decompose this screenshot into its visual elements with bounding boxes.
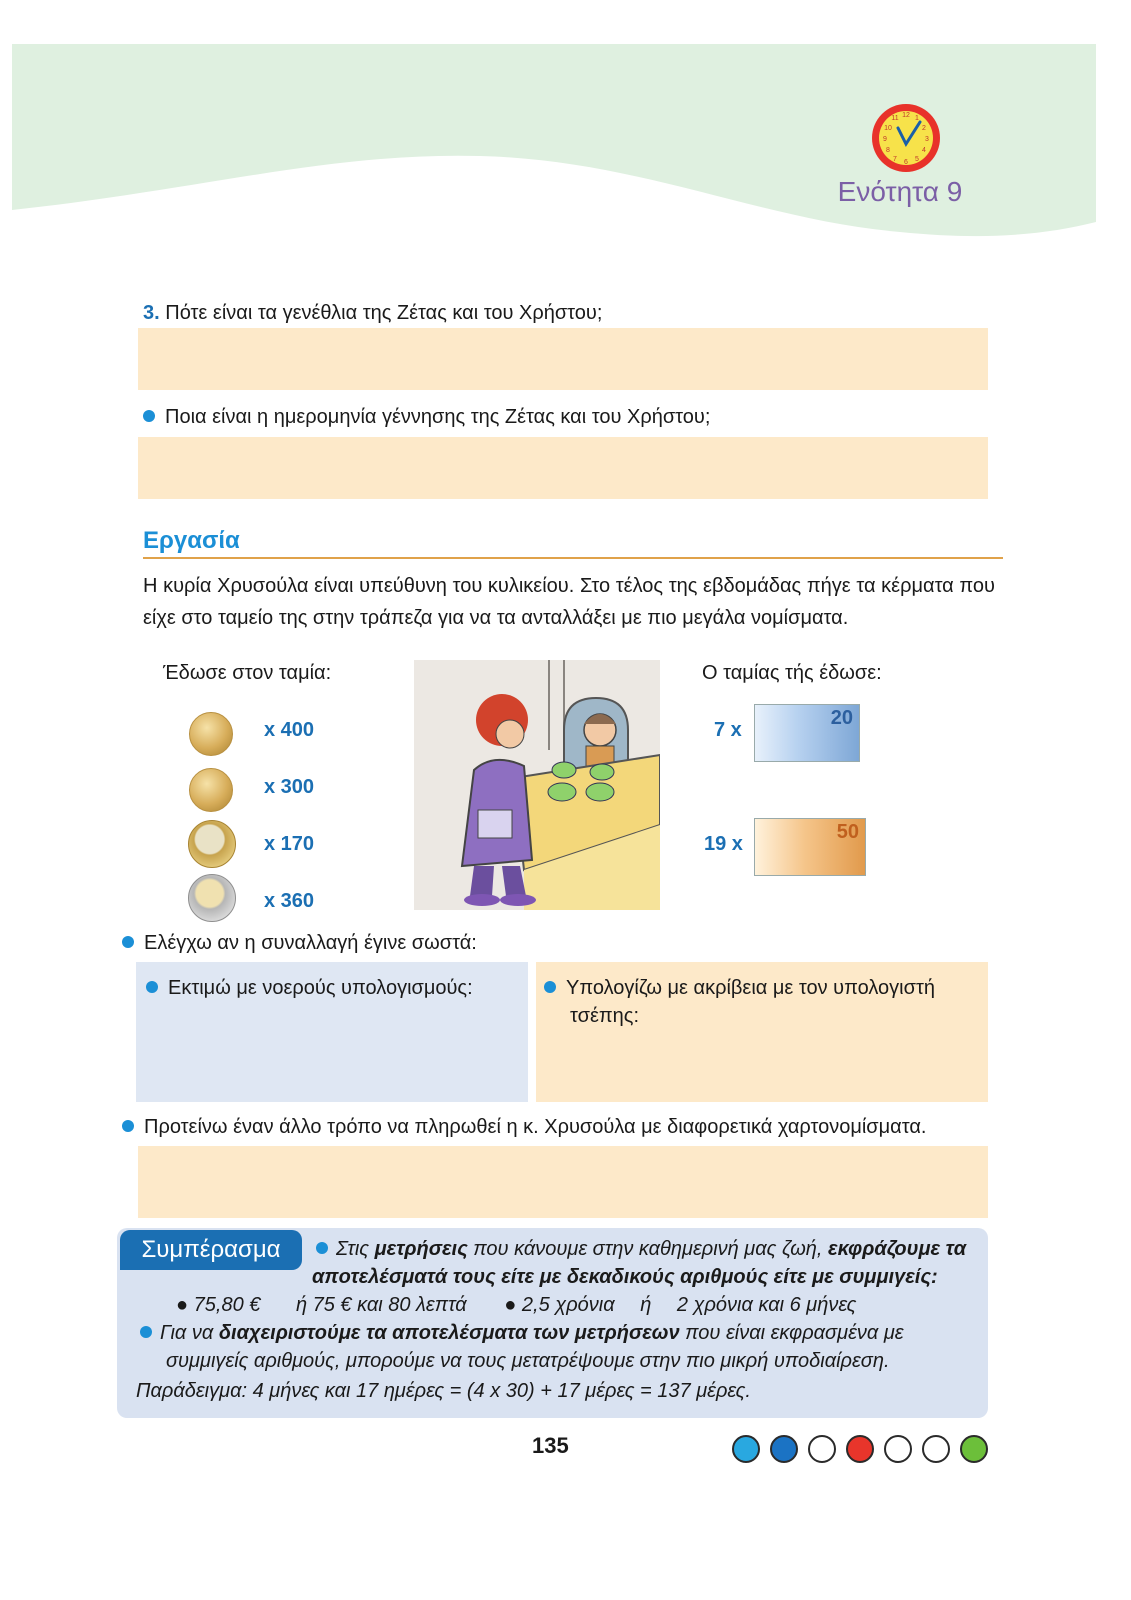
conclusion-line-5 (166, 1350, 890, 1373)
svg-text:7: 7 (893, 156, 897, 163)
note-count: 7 x (714, 719, 742, 741)
propose-line-text: Προτείνω έναν άλλο τρόπο να πληρωθεί η κ. Χρυσούλα με διαφορετικά χαρτονομίσματα. (144, 1116, 927, 1138)
svg-text:4: 4 (922, 147, 926, 154)
note-value: 50 (836, 821, 859, 843)
small-bullet-icon: ● (504, 1294, 517, 1316)
text-span-bold: διαχειριστούμε τα αποτελέσματα των μετρήσεων (218, 1322, 680, 1344)
color-dot (846, 1435, 874, 1463)
check-line (122, 932, 477, 955)
sub-question (143, 406, 710, 429)
task-paragraph: Η κυρία Χρυσούλα είναι υπεύθυνη του κυλικείου. Στο τέλος της εβδομάδας πήγε τα κέρματα που είχε στο ταμείο της στην τράπεζα για να τα ανταλλάξει με πιο μεγάλα νομίσματα. (143, 575, 995, 629)
coin-qty: x 170 (264, 833, 315, 855)
conclusion-line-4 (140, 1322, 904, 1345)
text-span: συμμιγείς αριθμούς, μπορούμε να τους μετατρέψουμε στην πιο μικρή υποδιαίρεση. (166, 1350, 890, 1372)
answer-box-1[interactable] (138, 328, 988, 390)
svg-text:5: 5 (915, 156, 919, 163)
text-span-bold: αποτελέσματά τους είτε με δεκαδικούς αριθμούς είτε με συμμιγείς: (312, 1266, 938, 1288)
question-3 (143, 302, 602, 325)
svg-text:11: 11 (891, 115, 899, 122)
text-span: που κάνουμε στην καθημερινή μας ζωή, (467, 1238, 829, 1260)
banknote-50-icon (754, 818, 866, 876)
svg-text:6: 6 (904, 159, 908, 166)
question-text: Πότε είναι τα γενέθλια της Ζέτας και του Χρήστου; (165, 302, 603, 324)
bullet-icon (140, 1326, 152, 1338)
coin-qty: x 360 (264, 890, 315, 912)
bullet-icon (146, 981, 158, 993)
bimetal-gold-coin-icon (188, 820, 236, 868)
svg-text:8: 8 (886, 147, 890, 154)
conclusion-line-1 (316, 1238, 966, 1261)
conclusion-examples (176, 1294, 856, 1317)
conclusion-tag: Συμπέρασμα (120, 1230, 302, 1270)
question-number: 3. (143, 302, 160, 324)
text-span: που είναι εκφρασμένα με (679, 1322, 904, 1344)
gave-label: Έδωσε στον ταμία: (163, 662, 332, 684)
received-label: Ο ταμίας τής έδωσε: (702, 662, 882, 684)
svg-text:12: 12 (902, 112, 910, 119)
unit-label: Ενότητα 9 (837, 176, 963, 207)
small-bullet-icon: ● (176, 1294, 189, 1316)
bullet-icon (316, 1242, 328, 1254)
conclusion-example (136, 1380, 751, 1403)
example-2b: ή (640, 1294, 652, 1316)
calculator-label-text-2: τσέπης: (570, 1005, 639, 1027)
calculator-label-text-1: Υπολογίζω με ακρίβεια με τον υπολογιστή (566, 977, 935, 999)
coin-qty: x 300 (264, 776, 315, 798)
color-dot (770, 1435, 798, 1463)
bullet-icon (544, 981, 556, 993)
bank-teller-illustration (414, 660, 660, 910)
page-number: 135 (532, 1433, 569, 1458)
estimate-label (146, 977, 473, 1000)
svg-text:9: 9 (883, 136, 887, 143)
color-dot (922, 1435, 950, 1463)
svg-text:2: 2 (922, 125, 926, 132)
svg-text:10: 10 (884, 125, 892, 132)
bullet-icon (122, 1120, 134, 1132)
color-dot (884, 1435, 912, 1463)
text-span-bold: εκφράζουμε τα (828, 1238, 967, 1260)
check-line-text: Ελέγχω αν η συναλλαγή έγινε σωστά: (144, 932, 477, 954)
bullet-icon (143, 410, 155, 422)
text-span: Στις (336, 1238, 375, 1260)
header-wave-banner (0, 0, 1131, 260)
example-2c: 2 χρόνια και 6 μήνες (676, 1294, 857, 1316)
color-dot (960, 1435, 988, 1463)
note-value: 20 (830, 707, 853, 729)
answer-box-3[interactable] (138, 1146, 988, 1218)
note-count: 19 x (704, 833, 743, 855)
example-1b: ή 75 € και 80 λεπτά (295, 1294, 467, 1316)
gold-coin-icon (189, 712, 233, 756)
text-span-bold: μετρήσεις (374, 1238, 468, 1260)
calculator-label (544, 974, 935, 1030)
section-divider (143, 557, 1003, 559)
section-title: Εργασία (143, 527, 240, 554)
estimate-label-text: Εκτιμώ με νοερούς υπολογισμούς: (168, 977, 473, 999)
text-span: Για να (160, 1322, 219, 1344)
coin-qty: x 400 (264, 719, 315, 741)
svg-text:1: 1 (915, 115, 919, 122)
conclusion-line-2 (312, 1266, 938, 1289)
example-1a: 75,80 € (193, 1294, 261, 1316)
banknote-20-icon (754, 704, 860, 762)
clock-icon (868, 100, 944, 176)
answer-box-2[interactable] (138, 437, 988, 499)
color-dot (808, 1435, 836, 1463)
color-dot (732, 1435, 760, 1463)
bullet-icon (122, 936, 134, 948)
example-2a: 2,5 χρόνια (521, 1294, 615, 1316)
gold-coin-icon (189, 768, 233, 812)
svg-text:3: 3 (925, 136, 929, 143)
bimetal-silver-coin-icon (188, 874, 236, 922)
propose-line (122, 1116, 926, 1139)
text-span: Παράδειγμα: 4 μήνες και 17 ημέρες = (4 x 30) + 17 μέρες = 137 μέρες. (136, 1380, 751, 1402)
sub-question-text: Ποια είναι η ημερομηνία γέννησης της Ζέτας και του Χρήστου; (165, 406, 711, 428)
